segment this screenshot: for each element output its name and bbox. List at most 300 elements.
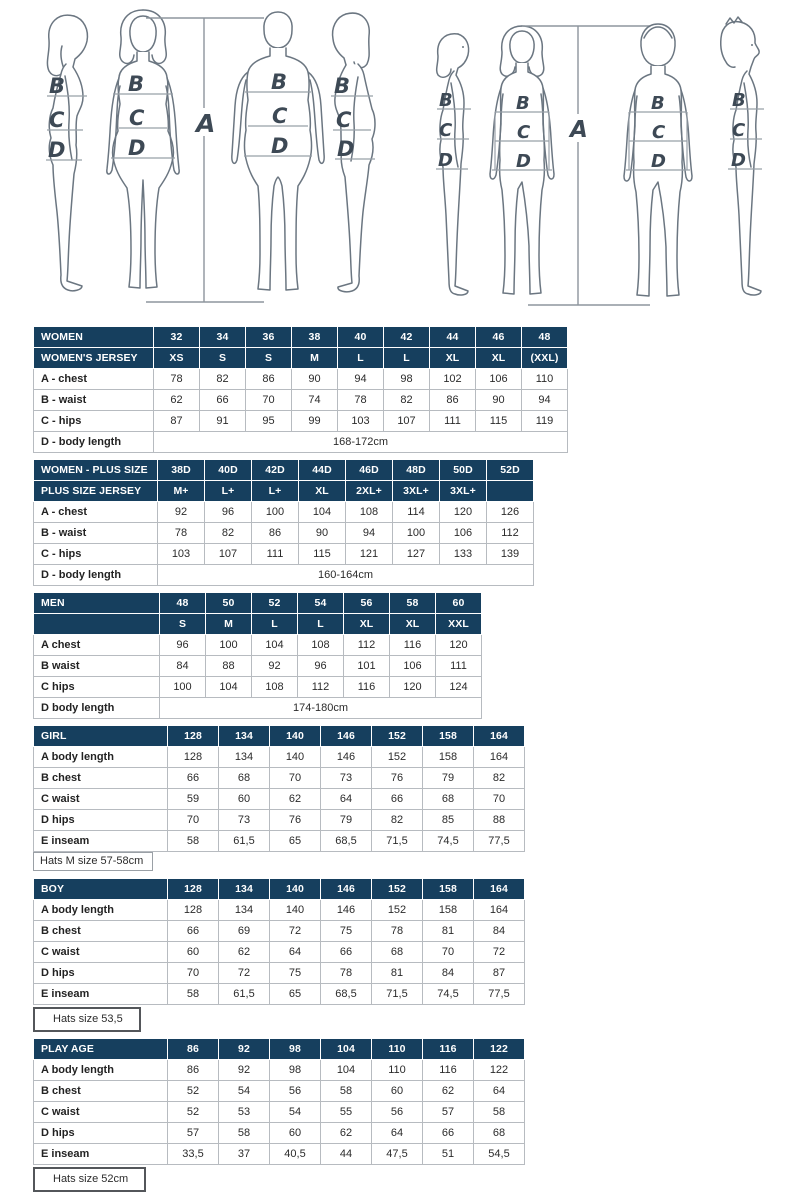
- measure-cell: 108: [346, 502, 393, 523]
- measure-cell: 72: [270, 921, 321, 942]
- measure-letter-b: B: [516, 93, 530, 114]
- measure-cell: 64: [474, 1081, 525, 1102]
- measure-cell: 84: [423, 963, 474, 984]
- measure-cell: 101: [344, 656, 390, 677]
- row-label: C waist: [34, 1102, 168, 1123]
- measure-letter-c: C: [336, 108, 352, 132]
- measure-cell: 81: [372, 963, 423, 984]
- measure-letter-c: C: [49, 108, 65, 132]
- measure-cell: 64: [372, 1123, 423, 1144]
- header-row: [34, 1039, 525, 1060]
- measure-cell: 62: [423, 1081, 474, 1102]
- measure-cell: 58: [321, 1081, 372, 1102]
- row-label: C waist: [34, 789, 168, 810]
- measure-cell: 68,5: [321, 831, 372, 852]
- measure-cell: 66: [321, 942, 372, 963]
- header-size-cell: 58: [390, 593, 436, 614]
- header-size-cell: 38: [292, 327, 338, 348]
- row-label: B chest: [34, 768, 168, 789]
- measure-cell: 78: [372, 921, 423, 942]
- row-label: C - hips: [34, 544, 158, 565]
- row-label: A body length: [34, 1060, 168, 1081]
- measurement-row: [34, 369, 568, 390]
- merged-measurement-row: [34, 432, 568, 453]
- measure-cell: 78: [158, 523, 205, 544]
- measure-cell: 60: [219, 789, 270, 810]
- measure-cell: 122: [474, 1060, 525, 1081]
- row-label: A - chest: [34, 502, 158, 523]
- measure-cell: 98: [270, 1060, 321, 1081]
- measure-cell: 62: [321, 1123, 372, 1144]
- measure-cell: 90: [476, 390, 522, 411]
- measure-cell: 104: [299, 502, 346, 523]
- header-size-cell: 2XL+: [346, 481, 393, 502]
- measure-cell: 127: [393, 544, 440, 565]
- header-row: [34, 879, 525, 900]
- measure-cell: 86: [430, 390, 476, 411]
- measure-cell: 98: [384, 369, 430, 390]
- header-size-cell: 46: [476, 327, 522, 348]
- header-size-cell: S: [200, 348, 246, 369]
- size-tables: [33, 326, 568, 1198]
- header-size-cell: 116: [423, 1039, 474, 1060]
- row-label: B waist: [34, 656, 160, 677]
- measure-cell: 111: [252, 544, 299, 565]
- header-size-cell: S: [160, 614, 206, 635]
- header-size-cell: 52: [252, 593, 298, 614]
- measurement-row: [34, 1144, 525, 1165]
- measure-cell: 112: [344, 635, 390, 656]
- row-label: A - chest: [34, 369, 154, 390]
- row-label: E inseam: [34, 984, 168, 1005]
- row-label: A chest: [34, 635, 160, 656]
- header-label: WOMEN'S JERSEY: [34, 348, 154, 369]
- measure-cell: 92: [219, 1060, 270, 1081]
- measure-cell: 73: [321, 768, 372, 789]
- row-label: B - waist: [34, 390, 154, 411]
- measurement-row: [34, 831, 525, 852]
- measure-cell: 88: [206, 656, 252, 677]
- measure-cell: 58: [168, 984, 219, 1005]
- measure-cell: 90: [292, 369, 338, 390]
- measure-cell: 139: [487, 544, 534, 565]
- header-size-cell: 128: [168, 879, 219, 900]
- measure-letter-d: D: [516, 151, 531, 172]
- measure-letter-b: B: [439, 90, 453, 111]
- measure-letter-d: D: [271, 134, 289, 158]
- header-size-cell: 122: [474, 1039, 525, 1060]
- measure-cell: 86: [246, 369, 292, 390]
- measure-cell: 47,5: [372, 1144, 423, 1165]
- measure-cell: 55: [321, 1102, 372, 1123]
- measure-cell: 107: [205, 544, 252, 565]
- measure-cell: 70: [423, 942, 474, 963]
- women-size-table-block: [33, 326, 568, 453]
- measure-cell: 77,5: [474, 984, 525, 1005]
- measure-letter-c: C: [272, 104, 288, 128]
- header-size-cell: 104: [321, 1039, 372, 1060]
- measure-cell: 106: [476, 369, 522, 390]
- boy-table: [33, 878, 525, 1005]
- measure-cell: 152: [372, 900, 423, 921]
- woman-side-figure: [46, 15, 87, 291]
- measure-cell: 90: [299, 523, 346, 544]
- measure-cell: 57: [168, 1123, 219, 1144]
- header-size-cell: L: [298, 614, 344, 635]
- header-size-cell: 40D: [205, 460, 252, 481]
- measure-cell: 78: [154, 369, 200, 390]
- measure-cell: 84: [160, 656, 206, 677]
- measurement-row: [34, 810, 525, 831]
- boy-front-figure: [624, 24, 692, 296]
- measure-cell: 77,5: [474, 831, 525, 852]
- measurement-row: [34, 963, 525, 984]
- measure-cell: 82: [474, 768, 525, 789]
- measure-cell: 75: [321, 921, 372, 942]
- measure-cell: 134: [219, 900, 270, 921]
- header-size-cell: 92: [219, 1039, 270, 1060]
- measurement-row: [34, 789, 525, 810]
- measure-cell: 115: [476, 411, 522, 432]
- row-label: D hips: [34, 963, 168, 984]
- measure-cell: 62: [154, 390, 200, 411]
- header-size-cell: M+: [158, 481, 205, 502]
- measure-cell: 146: [321, 900, 372, 921]
- measure-cell: 68: [372, 942, 423, 963]
- row-label: B - waist: [34, 523, 158, 544]
- row-label: A body length: [34, 747, 168, 768]
- row-label: A body length: [34, 900, 168, 921]
- women-plus-size-table-block: [33, 459, 568, 586]
- measure-cell: 158: [423, 900, 474, 921]
- measure-letter-d: D: [651, 151, 666, 172]
- measurement-row: [34, 921, 525, 942]
- measure-cell: 106: [440, 523, 487, 544]
- measure-cell: 52: [168, 1081, 219, 1102]
- header-size-cell: 110: [372, 1039, 423, 1060]
- header-size-cell: 158: [423, 879, 474, 900]
- header-size-cell: (XXL): [522, 348, 568, 369]
- measure-cell: 164: [474, 900, 525, 921]
- merged-value: 160-164cm: [158, 565, 534, 586]
- measure-cell: 96: [205, 502, 252, 523]
- measure-cell: 68: [219, 768, 270, 789]
- measure-cell: 126: [487, 502, 534, 523]
- measurement-row: [34, 1102, 525, 1123]
- measure-cell: 54,5: [474, 1144, 525, 1165]
- measure-letter-a: A: [570, 117, 588, 143]
- header-size-cell: XL: [476, 348, 522, 369]
- header-label: GIRL: [34, 726, 168, 747]
- measure-cell: 70: [246, 390, 292, 411]
- measure-cell: 92: [252, 656, 298, 677]
- header-size-cell: S: [246, 348, 292, 369]
- measure-cell: 120: [436, 635, 482, 656]
- measure-cell: 84: [474, 921, 525, 942]
- measure-cell: 71,5: [372, 984, 423, 1005]
- measure-cell: 100: [160, 677, 206, 698]
- measure-cell: 68,5: [321, 984, 372, 1005]
- measure-letter-c: C: [652, 122, 666, 143]
- hats-size-note: Hats M size 57-58cm: [33, 852, 153, 871]
- measure-cell: 66: [372, 789, 423, 810]
- measure-cell: 66: [200, 390, 246, 411]
- measure-letter-c: C: [439, 120, 453, 141]
- header-size-cell: L: [338, 348, 384, 369]
- header-size-cell: 46D: [346, 460, 393, 481]
- measure-letter-b: B: [651, 93, 665, 114]
- row-label: D hips: [34, 1123, 168, 1144]
- girl-table: [33, 725, 525, 852]
- measurement-row: [34, 984, 525, 1005]
- measure-cell: 71,5: [372, 831, 423, 852]
- measure-cell: 164: [474, 747, 525, 768]
- measure-cell: 106: [390, 656, 436, 677]
- header-size-cell: 42: [384, 327, 430, 348]
- header-size-cell: L: [384, 348, 430, 369]
- header-label: PLUS SIZE JERSEY: [34, 481, 158, 502]
- header-size-cell: 164: [474, 879, 525, 900]
- header-size-cell: L+: [205, 481, 252, 502]
- measure-cell: 60: [270, 1123, 321, 1144]
- header-size-cell: M: [206, 614, 252, 635]
- measure-cell: 140: [270, 747, 321, 768]
- man-side-figure: [331, 13, 375, 292]
- men-size-table-block: [33, 592, 568, 719]
- measure-cell: 134: [219, 747, 270, 768]
- header-size-cell: 152: [372, 726, 423, 747]
- header-size-cell: 164: [474, 726, 525, 747]
- measure-cell: 44: [321, 1144, 372, 1165]
- measure-letter-c: C: [129, 106, 145, 130]
- measurement-row: [34, 900, 525, 921]
- measure-cell: 60: [168, 942, 219, 963]
- row-label: E inseam: [34, 1144, 168, 1165]
- play-age-table: [33, 1038, 525, 1165]
- measure-cell: 108: [298, 635, 344, 656]
- measure-cell: 66: [168, 921, 219, 942]
- header-size-cell: 50D: [440, 460, 487, 481]
- measure-cell: 124: [436, 677, 482, 698]
- measure-cell: 56: [270, 1081, 321, 1102]
- header-size-cell: 50: [206, 593, 252, 614]
- header-size-cell: XL: [299, 481, 346, 502]
- header-size-cell: 140: [270, 879, 321, 900]
- header-size-cell: 134: [219, 879, 270, 900]
- measure-cell: 75: [270, 963, 321, 984]
- measure-cell: 70: [168, 963, 219, 984]
- measure-cell: 65: [270, 831, 321, 852]
- header-size-cell: 34: [200, 327, 246, 348]
- measure-cell: 86: [168, 1060, 219, 1081]
- measure-cell: 120: [440, 502, 487, 523]
- header-size-cell: 32: [154, 327, 200, 348]
- measure-cell: 33,5: [168, 1144, 219, 1165]
- measure-cell: 110: [372, 1060, 423, 1081]
- measure-cell: 82: [372, 810, 423, 831]
- measure-cell: 119: [522, 411, 568, 432]
- measure-cell: 37: [219, 1144, 270, 1165]
- measure-cell: 52: [168, 1102, 219, 1123]
- men-table: [33, 592, 482, 719]
- measure-letter-b: B: [271, 70, 288, 94]
- measurement-row: [34, 747, 525, 768]
- measure-cell: 58: [168, 831, 219, 852]
- header-size-cell: 54: [298, 593, 344, 614]
- header-row: [34, 726, 525, 747]
- measure-cell: 88: [474, 810, 525, 831]
- row-label: B chest: [34, 1081, 168, 1102]
- header-size-cell: 48: [160, 593, 206, 614]
- measure-cell: 70: [474, 789, 525, 810]
- header-size-cell: XL: [390, 614, 436, 635]
- row-label: E inseam: [34, 831, 168, 852]
- measurement-row: [34, 523, 534, 544]
- measure-cell: 58: [219, 1123, 270, 1144]
- measure-cell: 86: [252, 523, 299, 544]
- woman-front-figure: [107, 10, 179, 288]
- header-size-cell: 146: [321, 726, 372, 747]
- row-label: D - body length: [34, 565, 158, 586]
- measure-cell: 64: [270, 942, 321, 963]
- measure-cell: 100: [393, 523, 440, 544]
- row-label: D body length: [34, 698, 160, 719]
- measurement-row: [34, 1081, 525, 1102]
- measure-cell: 112: [298, 677, 344, 698]
- measure-cell: 64: [321, 789, 372, 810]
- row-label: C - hips: [34, 411, 154, 432]
- measure-cell: 152: [372, 747, 423, 768]
- measure-cell: 85: [423, 810, 474, 831]
- header-size-cell: 128: [168, 726, 219, 747]
- measure-cell: 73: [219, 810, 270, 831]
- header-size-cell: 3XL+: [393, 481, 440, 502]
- measure-cell: 112: [487, 523, 534, 544]
- header-row: [34, 460, 534, 481]
- header-size-cell: 44: [430, 327, 476, 348]
- measure-cell: 68: [423, 789, 474, 810]
- row-label: D - body length: [34, 432, 154, 453]
- hats-size-note: Hats size 52cm: [33, 1167, 146, 1192]
- header-size-cell: XL: [344, 614, 390, 635]
- measure-letter-a: A: [196, 109, 216, 138]
- measure-cell: 115: [299, 544, 346, 565]
- header-size-cell: 60: [436, 593, 482, 614]
- play-age-size-table-block: [33, 1038, 568, 1192]
- measure-cell: 65: [270, 984, 321, 1005]
- header-size-cell: 42D: [252, 460, 299, 481]
- measure-cell: 61,5: [219, 984, 270, 1005]
- measure-cell: 40,5: [270, 1144, 321, 1165]
- header-size-cell: 152: [372, 879, 423, 900]
- measure-letter-b: B: [49, 74, 66, 98]
- header-label: [34, 614, 160, 635]
- measure-cell: 92: [158, 502, 205, 523]
- measurement-row: [34, 635, 482, 656]
- measure-cell: 116: [390, 635, 436, 656]
- measure-letter-d: D: [128, 136, 146, 160]
- measure-cell: 56: [372, 1102, 423, 1123]
- measurement-row: [34, 544, 534, 565]
- measure-cell: 76: [372, 768, 423, 789]
- measure-letter-d: D: [48, 138, 66, 162]
- measure-cell: 58: [474, 1102, 525, 1123]
- header-row: [34, 593, 482, 614]
- measure-cell: 82: [384, 390, 430, 411]
- header-label: WOMEN - PLUS SIZE: [34, 460, 158, 481]
- header-row: [34, 481, 534, 502]
- merged-value: 168-172cm: [154, 432, 568, 453]
- measure-letter-b: B: [128, 72, 145, 96]
- measure-cell: 111: [436, 656, 482, 677]
- header-size-cell: 158: [423, 726, 474, 747]
- measure-cell: 69: [219, 921, 270, 942]
- measure-cell: 82: [200, 369, 246, 390]
- measure-cell: 78: [338, 390, 384, 411]
- measure-cell: 116: [344, 677, 390, 698]
- header-size-cell: 134: [219, 726, 270, 747]
- row-label: B chest: [34, 921, 168, 942]
- measure-letter-c: C: [517, 122, 531, 143]
- measure-cell: 104: [206, 677, 252, 698]
- measure-cell: 104: [321, 1060, 372, 1081]
- measurement-figures: [0, 4, 795, 322]
- measure-cell: 60: [372, 1081, 423, 1102]
- measure-cell: 158: [423, 747, 474, 768]
- measure-cell: 70: [270, 768, 321, 789]
- measure-cell: 54: [270, 1102, 321, 1123]
- measure-letter-b: B: [334, 74, 351, 98]
- measure-cell: 54: [219, 1081, 270, 1102]
- children-figure-group: [410, 12, 780, 318]
- measure-cell: 94: [522, 390, 568, 411]
- measure-cell: 82: [205, 523, 252, 544]
- header-size-cell: 44D: [299, 460, 346, 481]
- header-size-cell: 38D: [158, 460, 205, 481]
- header-size-cell: 48D: [393, 460, 440, 481]
- girl-side-figure: [436, 34, 471, 295]
- measurement-row: [34, 1060, 525, 1081]
- measure-cell: 87: [154, 411, 200, 432]
- measurement-row: [34, 1123, 525, 1144]
- measure-cell: 116: [423, 1060, 474, 1081]
- measure-cell: 103: [338, 411, 384, 432]
- measure-cell: 76: [270, 810, 321, 831]
- measurement-row: [34, 390, 568, 411]
- row-label: C waist: [34, 942, 168, 963]
- header-size-cell: L: [252, 614, 298, 635]
- header-size-cell: 52D: [487, 460, 534, 481]
- merged-value: 174-180cm: [160, 698, 482, 719]
- measure-cell: 114: [393, 502, 440, 523]
- header-row: [34, 614, 482, 635]
- measure-cell: 96: [160, 635, 206, 656]
- header-size-cell: L+: [252, 481, 299, 502]
- header-size-cell: 36: [246, 327, 292, 348]
- measure-cell: 103: [158, 544, 205, 565]
- measure-cell: 107: [384, 411, 430, 432]
- measure-cell: 57: [423, 1102, 474, 1123]
- measure-cell: 121: [346, 544, 393, 565]
- measurement-row: [34, 502, 534, 523]
- header-size-cell: 48: [522, 327, 568, 348]
- measure-cell: 87: [474, 963, 525, 984]
- measure-letter-c: C: [732, 120, 746, 141]
- header-size-cell: 140: [270, 726, 321, 747]
- header-row: [34, 348, 568, 369]
- header-size-cell: 3XL+: [440, 481, 487, 502]
- women-plus-table: [33, 459, 534, 586]
